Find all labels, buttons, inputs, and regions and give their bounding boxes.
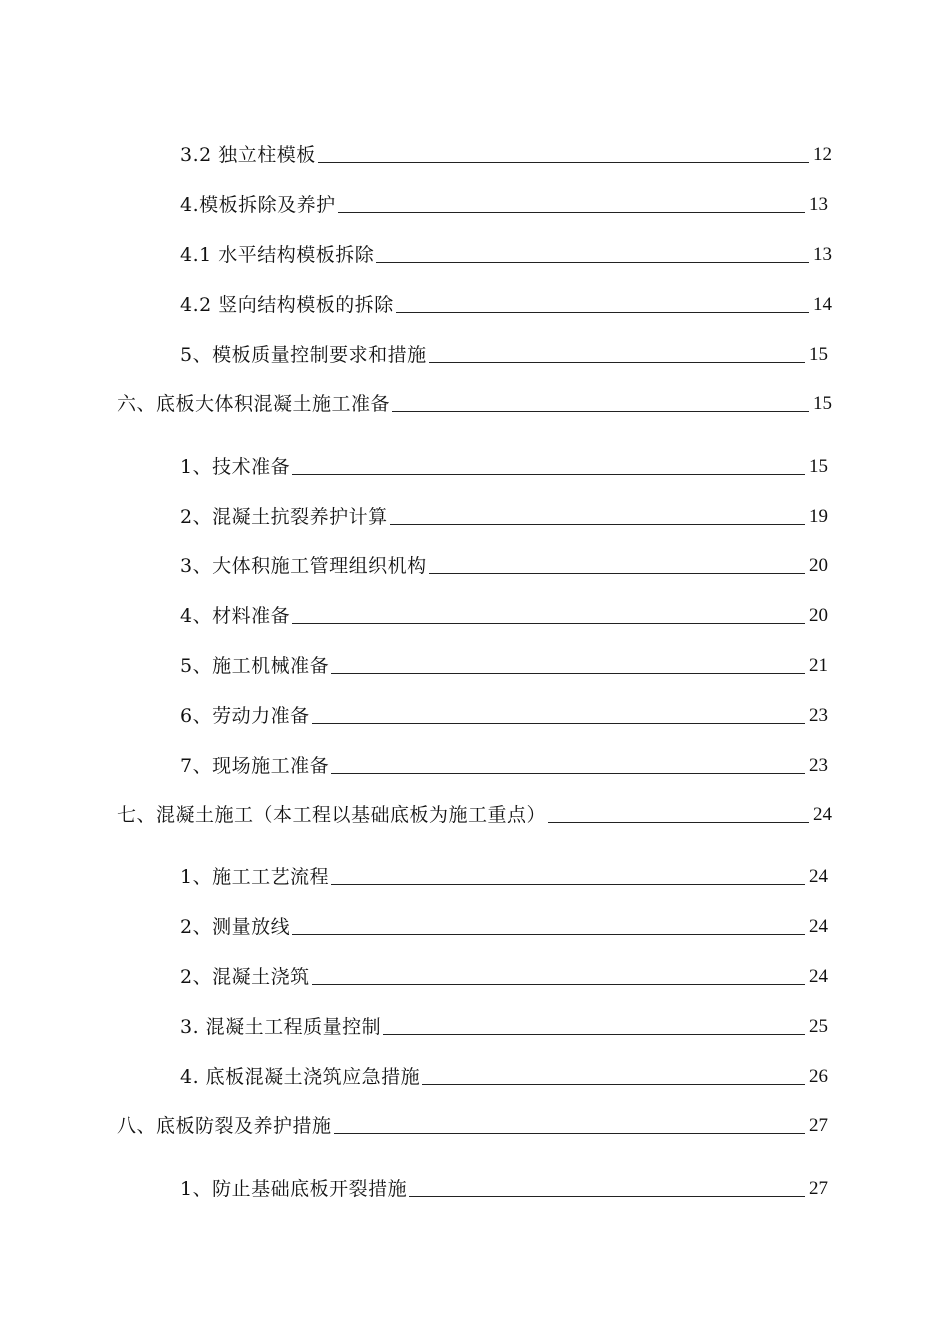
toc-entry[interactable] — [180, 286, 832, 316]
toc-entry-page: 15 — [813, 393, 832, 414]
toc-entry-page: 14 — [813, 294, 832, 315]
toc-entry-title: 2、混凝土抗裂养护计算 — [180, 506, 388, 528]
toc-entry-page: 25 — [809, 1016, 828, 1037]
toc-leader-line — [318, 162, 809, 163]
toc-entry-title: 1、施工工艺流程 — [180, 866, 330, 888]
toc-entry-page: 20 — [809, 605, 828, 626]
toc-entry[interactable] — [180, 597, 828, 627]
toc-entry-title: 3.2 独立柱模板 — [180, 144, 316, 166]
toc-leader-line — [383, 1034, 805, 1035]
toc-leader-line — [312, 984, 805, 985]
toc-entry-page: 23 — [809, 755, 828, 776]
toc-entry-title: 3. 混凝土工程质量控制 — [180, 1016, 382, 1038]
toc-entry-title: 4.模板拆除及养护 — [180, 194, 336, 216]
toc-leader-line — [312, 723, 805, 724]
toc-entry[interactable] — [180, 136, 832, 166]
toc-entry-page: 24 — [809, 866, 828, 887]
toc-entry-page: 27 — [809, 1178, 828, 1199]
toc-entry[interactable] — [117, 796, 832, 826]
toc-entry[interactable] — [180, 498, 828, 528]
toc-entry-page: 21 — [809, 655, 828, 676]
toc-entry-title: 2、测量放线 — [180, 916, 291, 938]
toc-entry-title: 4.2 竖向结构模板的拆除 — [180, 294, 394, 316]
toc-entry-title: 2、混凝土浇筑 — [180, 966, 310, 988]
toc-entry-page: 15 — [809, 344, 828, 365]
toc-entry[interactable] — [180, 1058, 828, 1088]
toc-leader-line — [331, 884, 805, 885]
toc-entry-title: 3、大体积施工管理组织机构 — [180, 555, 427, 577]
toc-leader-line — [390, 524, 805, 525]
toc-entry[interactable] — [180, 547, 828, 577]
toc-leader-line — [429, 362, 805, 363]
toc-entry-page: 26 — [809, 1066, 828, 1087]
toc-entry-title: 5、模板质量控制要求和措施 — [180, 344, 427, 366]
toc-leader-line — [548, 822, 809, 823]
toc-entry-page: 24 — [809, 916, 828, 937]
toc-leader-line — [422, 1084, 805, 1085]
toc-leader-line — [409, 1196, 805, 1197]
toc-leader-line — [376, 262, 809, 263]
toc-leader-line — [331, 773, 805, 774]
toc-entry-title: 1、防止基础底板开裂措施 — [180, 1178, 408, 1200]
toc-entry-title: 4.1 水平结构模板拆除 — [180, 244, 375, 266]
toc-leader-line — [331, 673, 805, 674]
toc-leader-line — [334, 1133, 805, 1134]
toc-entry[interactable] — [180, 747, 828, 777]
toc-entry-page: 24 — [813, 804, 832, 825]
toc-entry-page: 13 — [809, 194, 828, 215]
toc-entry[interactable] — [180, 448, 828, 478]
toc-entry-title: 4. 底板混凝土浇筑应急措施 — [180, 1066, 421, 1088]
toc-entry-title: 4、材料准备 — [180, 605, 291, 627]
toc-entry-title: 六、底板大体积混凝土施工准备 — [117, 393, 391, 415]
toc-entry-title: 1、技术准备 — [180, 456, 291, 478]
toc-leader-line — [338, 212, 805, 213]
toc-entry-page: 27 — [809, 1115, 828, 1136]
toc-entry[interactable] — [180, 958, 828, 988]
toc-entry[interactable] — [117, 1107, 828, 1137]
toc-entry[interactable] — [180, 697, 828, 727]
toc-entry[interactable] — [180, 236, 832, 266]
toc-leader-line — [396, 312, 809, 313]
toc-leader-line — [292, 474, 805, 475]
toc-entry-title: 5、施工机械准备 — [180, 655, 330, 677]
toc-entry-page: 24 — [809, 966, 828, 987]
toc-entry-page: 23 — [809, 705, 828, 726]
toc-entry[interactable] — [180, 908, 828, 938]
toc-entry-page: 19 — [809, 506, 828, 527]
toc-entry[interactable] — [180, 647, 828, 677]
toc-entry-title: 7、现场施工准备 — [180, 755, 330, 777]
toc-leader-line — [292, 623, 805, 624]
toc-entry[interactable] — [180, 186, 828, 216]
toc-entry[interactable] — [180, 336, 828, 366]
toc-leader-line — [429, 573, 805, 574]
toc-entry-title: 八、底板防裂及养护措施 — [117, 1115, 332, 1137]
toc-entry[interactable] — [117, 385, 832, 415]
toc-entry-title: 6、劳动力准备 — [180, 705, 310, 727]
toc-entry-title: 七、混凝土施工（本工程以基础底板为施工重点） — [117, 804, 547, 826]
toc-entry[interactable] — [180, 1008, 828, 1038]
toc-entry-page: 15 — [809, 456, 828, 477]
toc-entry[interactable] — [180, 1170, 828, 1200]
toc-entry-page: 20 — [809, 555, 828, 576]
toc-entry-page: 12 — [813, 144, 832, 165]
toc-entry[interactable] — [180, 858, 828, 888]
toc-leader-line — [292, 934, 805, 935]
toc-leader-line — [392, 411, 809, 412]
toc-entry-page: 13 — [813, 244, 832, 265]
